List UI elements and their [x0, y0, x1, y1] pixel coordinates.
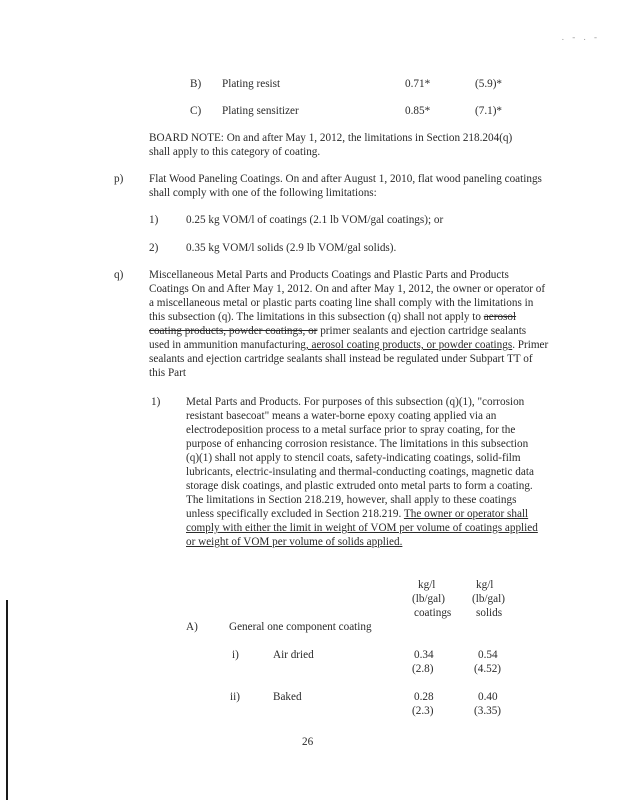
table-col1-header: kg/l	[418, 579, 436, 591]
subsection-1-label: 1)	[151, 396, 161, 408]
corner-mark: . - . -	[561, 32, 600, 42]
table-cell-sol-lb: (4.52)	[474, 663, 502, 675]
section-q-text-inserted: , aerosol coating products, or powder coatings	[305, 339, 513, 351]
table-cell-coat-lb: (2.8)	[412, 663, 434, 675]
margin-bar	[6, 600, 8, 800]
table-cell-sol-kg: 0.40	[478, 691, 498, 703]
plating-row-lb: (5.9)*	[475, 78, 503, 90]
plating-row-lb: (7.1)*	[475, 105, 503, 117]
plating-row-name: Plating sensitizer	[222, 105, 299, 117]
table-group-name: General one component coating	[229, 621, 372, 633]
table-group-label: A)	[186, 621, 198, 633]
section-p-text: Flat Wood Paneling Coatings. On and after August 1, 2010, flat wood paneling coatings shall comply with one of the following limitations:	[149, 173, 542, 199]
subsection-1-text	[186, 395, 544, 549]
section-q-text-middle: primer sealants and ejection cartridge sealants used in ammunition manufacturing	[149, 325, 527, 351]
table-row-label: ii)	[230, 691, 240, 703]
section-p-item-label: 1)	[149, 214, 159, 226]
table-cell-coat-kg: 0.28	[414, 691, 434, 703]
section-p-item-label: 2)	[149, 242, 159, 254]
board-note: BOARD NOTE: On and after May 1, 2012, the limitations in Section 218.204(q) shall apply to this category of coating.	[149, 132, 513, 158]
plating-row-label: C)	[190, 105, 202, 117]
table-cell-coat-lb: (2.3)	[412, 705, 434, 717]
table-col2-header: solids	[476, 607, 503, 619]
table-col2-header: (lb/gal)	[472, 593, 505, 605]
table-row-label: i)	[232, 649, 239, 661]
table-col1-header: coatings	[414, 607, 452, 619]
subsection-1-inserted: The owner or operator shall comply with either the limit in weight of VOM per volume of coatings applied or weight of VOM per volume of solids applied.	[186, 508, 538, 548]
plating-row-kg: 0.85*	[405, 105, 431, 117]
section-q-text-before: Miscellaneous Metal Parts and Products Coatings and Plastic Parts and Products Coatings On and After May 1, 2012. On and after May 1, 2012, the owner or operator of a miscellaneous metal or plastic parts coating line shall comply with the limitations in this subsection (q). The limitations in this subsection (q) shall not apply to	[149, 269, 546, 323]
section-q-text	[149, 268, 549, 380]
table-row-name: Air dried	[273, 649, 314, 661]
table-cell-sol-lb: (3.35)	[474, 705, 502, 717]
table-col1-header: (lb/gal)	[412, 593, 445, 605]
section-q-label: q)	[114, 269, 124, 281]
plating-row-kg: 0.71*	[405, 78, 431, 90]
subsection-1-body: Metal Parts and Products. For purposes of this subsection (q)(1), "corrosion resistant basecoat" means a water-borne epoxy coating applied via an electrodeposition process to a metal surface prior to spray coating, for the purpose of enhancing corrosion resistance. The limitations in this subsection (q)(1) shall not apply to stencil coats, safety-indicating coatings, solid-film lubricants, electric-insulating and thermal-conducting coatings, magnetic data storage disk coatings, and plastic extruded onto metal parts to form a coating. The limitations in Section 218.219, however, shall apply to these coatings unless specifically excluded in Section 218.219.	[186, 396, 534, 520]
table-cell-coat-kg: 0.34	[414, 649, 434, 661]
table-col2-header: kg/l	[476, 579, 494, 591]
plating-row-name: Plating resist	[222, 78, 281, 90]
section-q-text-after: . Primer sealants and ejection cartridge sealants shall instead be regulated under Subpart TT of this Part	[149, 339, 549, 379]
table-cell-sol-kg: 0.54	[478, 649, 498, 661]
section-p-label: p)	[114, 173, 124, 185]
page-number: 26	[302, 736, 314, 748]
section-p-item-text: 0.25 kg VOM/l of coatings (2.1 lb VOM/gal coatings); or	[186, 214, 444, 226]
section-q-text-deleted: aerosol coating products, powder coatings, or	[149, 311, 517, 337]
plating-row-label: B)	[190, 78, 202, 90]
table-row-name: Baked	[273, 691, 302, 703]
section-p-item-text: 0.35 kg VOM/l solids (2.9 lb VOM/gal solids).	[186, 242, 397, 254]
